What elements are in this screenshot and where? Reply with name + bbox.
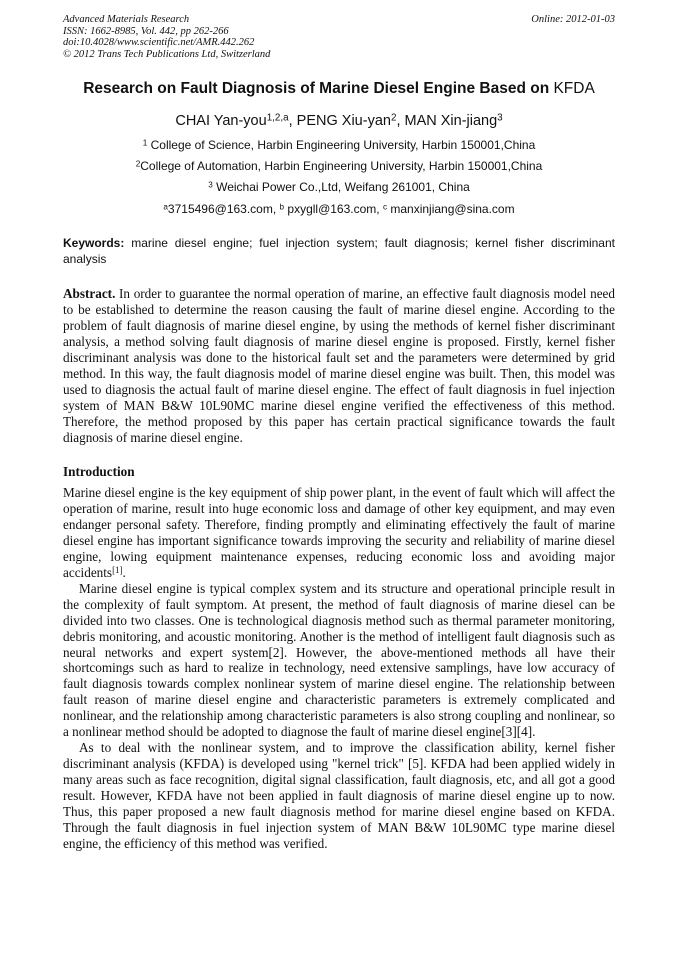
keywords-block [63,236,615,267]
email-marker: b [279,202,285,212]
journal-name: Advanced Materials Research [63,14,190,25]
journal-header [63,14,615,60]
intro-paragraph-2: Marine diesel engine is typical complex system and its structure and operational principle result in the complexity of fault symptom. At present, the method of fault diagnosis of marine diesel can be divided into two classes. One is technological diagnosis method such as thermal parameter monitoring, debris monitoring, and acoustic monitoring. Another is the method of intelligent fault diagnosis such as neural networks and expert system[2]. However, the above-mentioned methods all have their shortcomings such as hard to realize in technology, need extensive samplings, have low accuracy of fault diagnosis towards complex nonlinear system of marine diesel engine. The relationship between fault reason of marine diesel engine and characteristic parameters is extremely complicated and nonlinear, and the relationship among characteristic parameters is also strong coupling and nonlinear, so a nonlinear method should be adopted to diagnose the fault of marine diesel engine[3][4]. [63,580,615,740]
citation-ref: [1] [112,564,123,575]
online-date: Online: 2012-01-03 [531,14,615,25]
affiliation-text: College of Science, Harbin Engineering University, Harbin 150001,China [147,138,536,152]
email-line [20,202,658,216]
paper-title-tail: KFDA [553,80,595,97]
email-address: manxinjiang@sina.com [387,202,515,216]
email-address: pxygll@163.com, [284,202,383,216]
author-list [20,113,658,129]
affiliation-text: College of Automation, Harbin Engineering University, Harbin 150001,China [140,159,543,173]
affiliation-text: Weichai Power Co.,Ltd, Weifang 261001, China [212,180,470,194]
intro-paragraph-3: As to deal with the nonlinear system, and to improve the classification ability, kernel fisher discriminant analysis (KFDA) is developed using "kernel trick" [5]. KFDA had been applied widely in many areas such as face recognition, digital signal classification, fault diagnosis, etc, and all got a good result. However, KFDA have not been applied in fault diagnosis of marine diesel engine up to now. Thus, this paper proposed a new fault diagnosis method for marine diesel engine based on KFDA. Through the fault diagnosis in fuel injection system of MAN B&W 10L90MC type marine diesel engine, the efficiency of this method was verified. [63,740,615,851]
author-affiliation-marker: 1,2,a [266,112,289,124]
paper-title [20,80,658,98]
section-heading-introduction: Introduction [63,464,135,479]
journal-info [63,14,270,60]
author-name: PENG Xiu-yan [296,113,391,129]
keywords-label: Keywords: [63,236,125,250]
introduction-body [63,485,615,852]
author-separator: , [288,113,297,129]
intro-paragraph-1 [63,485,615,581]
abstract-text: In order to guarantee the normal operation of marine, an effective fault diagnosis model need to be established to determine the reason causing the fault of marine diesel engine. According to the problem of fault diagnosis of marine diesel engine, by using the methods of kernel fisher discriminant analysis, a method solving fault diagnosis of marine diesel engine is proposed. Firstly, kernel fisher discriminant analysis was done to the historical fault set and the parameters were determined by grid method. In this way, the fault diagnosis model of marine diesel engine was built. Then, this model was used to diagnosis the actual fault of marine diesel engine. The effect of fault diagnosis in fuel injection system of MAN B&W 10L90MC marine diesel engine verified the effectiveness of this method. Therefore, the method proposed by this paper has certain practical significance towards the fault diagnosis of marine diesel engine. [63,286,615,446]
paper-title-main: Research on Fault Diagnosis of Marine Diesel Engine Based on [83,80,554,97]
affiliation-1 [20,138,658,152]
affiliation-3 [20,180,658,194]
author-affiliation-marker: 3 [497,112,503,124]
email-marker: a [163,202,168,212]
abstract-label: Abstract. [63,286,116,301]
author-separator: , [396,113,405,129]
author-affiliation-marker: 2 [390,112,397,124]
doi-line: doi:10.4028/www.scientific.net/AMR.442.262 [63,37,255,49]
affiliation-2 [20,159,658,173]
affiliation-marker: 1 [142,138,148,148]
affiliation-marker: 3 [208,180,213,190]
paragraph-end: . [122,564,126,580]
copyright-line: © 2012 Trans Tech Publications Ltd, Switzerland [63,48,271,60]
author-name: MAN Xin-jiang [404,113,498,129]
email-marker: c [382,202,388,212]
paragraph-text: Marine diesel engine is the key equipment of ship power plant, in the event of fault which will affect the operation of marine, result into huge economic loss and damage of other key equipment, and may even endanger personal safety. Therefore, finding promptly and eliminating effectively the fault of marine diesel engine has important significance towards improving the security and reliability of marine diesel engine, lowing equipment maintenance expenses, reducing economic loss and avoiding major accidents [63,485,615,580]
email-address: 3715496@163.com, [167,202,280,216]
abstract-block [63,286,615,446]
keywords-text: marine diesel engine; fuel injection system; fault diagnosis; kernel fisher discriminant analysis [63,236,615,266]
issn-line: ISSN: 1662-8985, Vol. 442, pp 262-266 [63,25,229,37]
author-name: CHAI Yan-you [175,113,267,129]
affiliation-marker: 2 [135,159,141,169]
